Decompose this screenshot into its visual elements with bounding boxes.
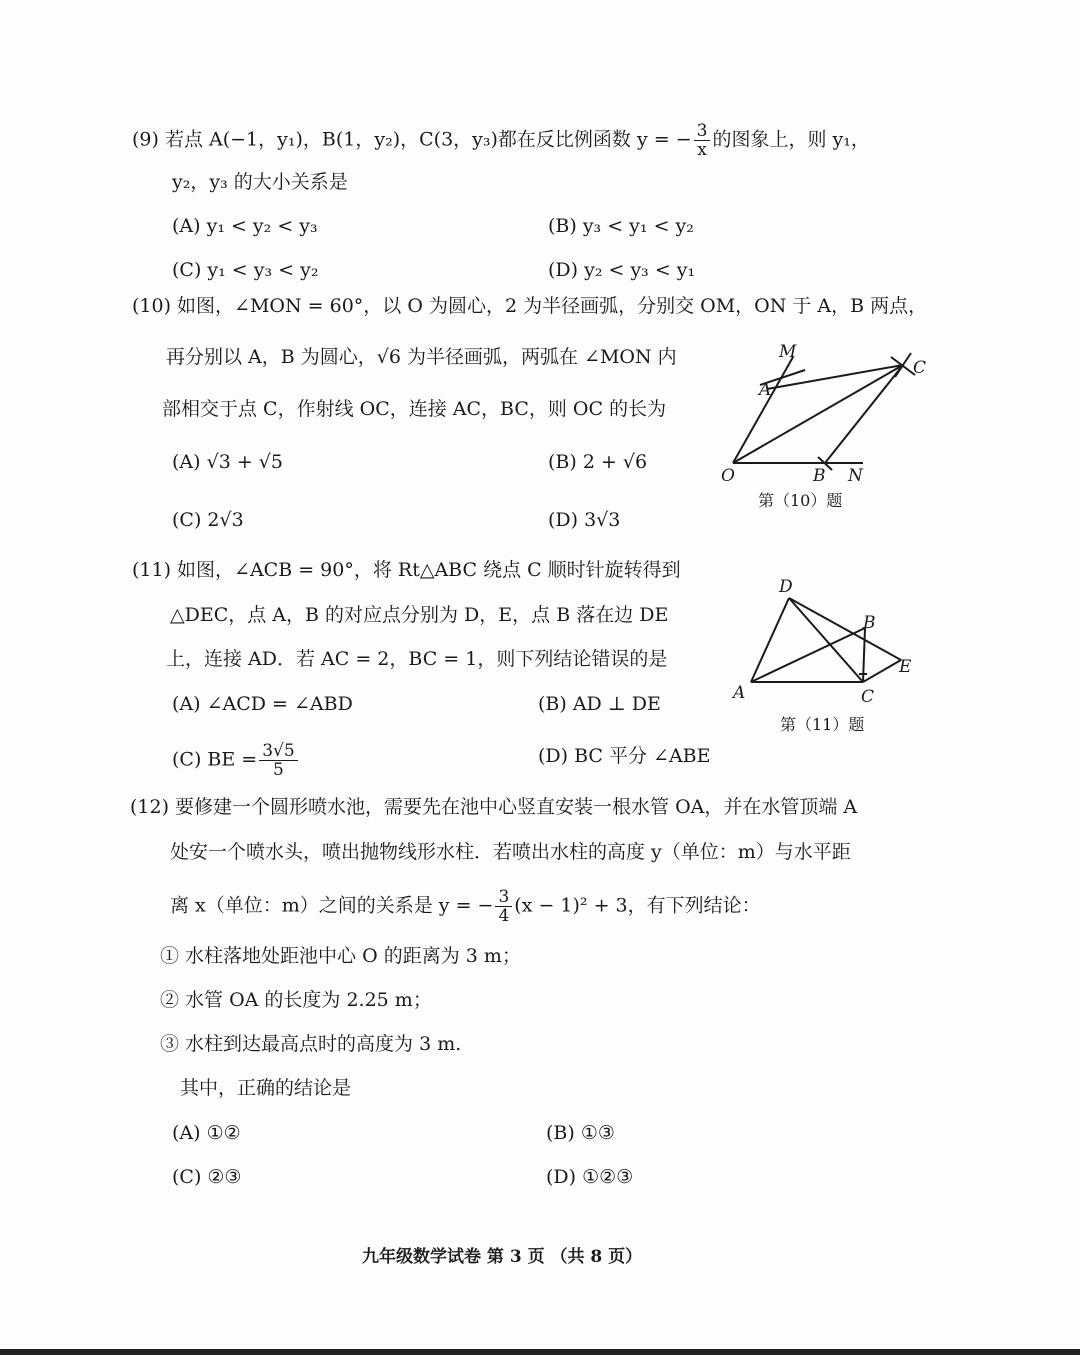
q12-text-b: (x − 1)² + 3，有下列结论： xyxy=(514,894,761,917)
label-a: A xyxy=(733,683,746,702)
q12-prompt: 其中，正确的结论是 xyxy=(180,1077,352,1099)
q12-line3 xyxy=(170,888,761,925)
label-o: O xyxy=(721,466,735,485)
q11-option-b: (B) AD ⊥ DE xyxy=(538,693,661,715)
q11-line1: (11) 如图，∠ACB = 90°，将 Rt△ABC 绕点 C 顺时针旋转得到 xyxy=(132,559,681,581)
segment-ec xyxy=(863,660,901,682)
q10-line1: (10) 如图，∠MON = 60°，以 O 为圆心，2 为半径画弧，分别交 OM，ON 于 A，B 两点， xyxy=(132,295,928,317)
q9-line2: y₂，y₃ 的大小关系是 xyxy=(172,171,348,193)
q11-option-a: (A) ∠ACD = ∠ABD xyxy=(172,693,353,715)
label-b: B xyxy=(813,466,826,485)
segment-ab xyxy=(751,628,865,682)
q12-text-a: 离 x（单位：m）之间的关系是 y = − xyxy=(170,894,494,917)
q10-figure-caption: 第（10）题 xyxy=(758,491,843,510)
label-e: E xyxy=(899,657,912,677)
segment-bc xyxy=(825,365,903,463)
q9-text-a: (9) 若点 A(−1，y₁)，B(1，y₂)，C(3，y₃)都在反比例函数 y = − xyxy=(132,128,692,151)
q11-figure-caption: 第（11）题 xyxy=(780,715,865,734)
q12-frac-num: 3 xyxy=(495,888,512,907)
q11-option-c-text: (C) BE = xyxy=(172,748,258,771)
q10-option-a: (A) √3 + √5 xyxy=(172,451,283,473)
q11-figure xyxy=(725,572,925,702)
q11-line2: △DEC，点 A，B 的对应点分别为 D，E，点 B 落在边 DE xyxy=(170,604,669,626)
q9-line1 xyxy=(132,122,870,159)
q9-option-b: (B) y₃ < y₁ < y₂ xyxy=(548,215,694,237)
q10-line2: 再分别以 A，B 为圆心，√6 为半径画弧，两弧在 ∠MON 内 xyxy=(166,346,677,368)
label-n: N xyxy=(848,466,863,485)
label-a: A xyxy=(759,380,772,400)
q12-option-d: (D) ①②③ xyxy=(546,1166,634,1188)
q9-frac-den: x xyxy=(697,140,707,160)
segment-dc xyxy=(789,598,863,682)
q12-line1: (12) 要修建一个圆形喷水池，需要先在池中心竖直安装一根水管 OA，并在水管顶端 A xyxy=(130,796,858,818)
q11-option-d: (D) BC 平分 ∠ABE xyxy=(538,745,711,767)
q12-frac-den: 4 xyxy=(498,906,510,926)
q11-option-c-fraction xyxy=(259,742,297,779)
page-footer: 九年级数学试卷 第 3 页 （共 8 页） xyxy=(362,1247,643,1267)
q12-option-a: (A) ①② xyxy=(172,1122,241,1144)
label-b: B xyxy=(863,613,876,633)
q11-line3: 上，连接 AD．若 AC = 2，BC = 1，则下列结论错误的是 xyxy=(166,648,668,670)
q11-option-c-num: 3√5 xyxy=(259,742,297,761)
scan-edge xyxy=(0,1349,1080,1355)
q9-option-c: (C) y₁ < y₃ < y₂ xyxy=(172,259,319,281)
q12-statement-3: ③ 水柱到达最高点时的高度为 3 m. xyxy=(160,1033,462,1055)
label-c: C xyxy=(861,687,875,702)
ray-om xyxy=(733,357,793,463)
q12-line2: 处安一个喷水头，喷出抛物线形水柱．若喷出水柱的高度 y（单位：m）与水平距 xyxy=(170,841,851,863)
q11-option-c xyxy=(172,742,300,779)
q9-text-b: 的图象上，则 y₁， xyxy=(712,128,870,151)
q9-fraction xyxy=(694,122,711,159)
q12-option-b: (B) ①③ xyxy=(546,1122,615,1144)
q9-option-d: (D) y₂ < y₃ < y₁ xyxy=(548,259,696,281)
q12-fraction xyxy=(495,888,512,925)
label-c: C xyxy=(913,358,927,378)
label-m: M xyxy=(779,342,797,362)
q10-line3: 部相交于点 C，作射线 OC，连接 AC，BC，则 OC 的长为 xyxy=(162,398,667,420)
q12-option-c: (C) ②③ xyxy=(172,1166,242,1188)
segment-de xyxy=(789,598,901,660)
q10-figure xyxy=(715,335,945,485)
q10-option-b: (B) 2 + √6 xyxy=(548,451,648,473)
q9-frac-num: 3 xyxy=(694,122,711,141)
q10-option-c: (C) 2√3 xyxy=(172,509,244,531)
q10-option-d: (D) 3√3 xyxy=(548,509,621,531)
q12-statement-1: ① 水柱落地处距池中心 O 的距离为 3 m； xyxy=(160,945,521,967)
q9-option-a: (A) y₁ < y₂ < y₃ xyxy=(172,215,318,237)
q12-statement-2: ② 水管 OA 的长度为 2.25 m； xyxy=(160,989,432,1011)
segment-ad xyxy=(751,598,789,682)
q11-option-c-den: 5 xyxy=(273,760,284,780)
label-d: D xyxy=(779,577,793,597)
